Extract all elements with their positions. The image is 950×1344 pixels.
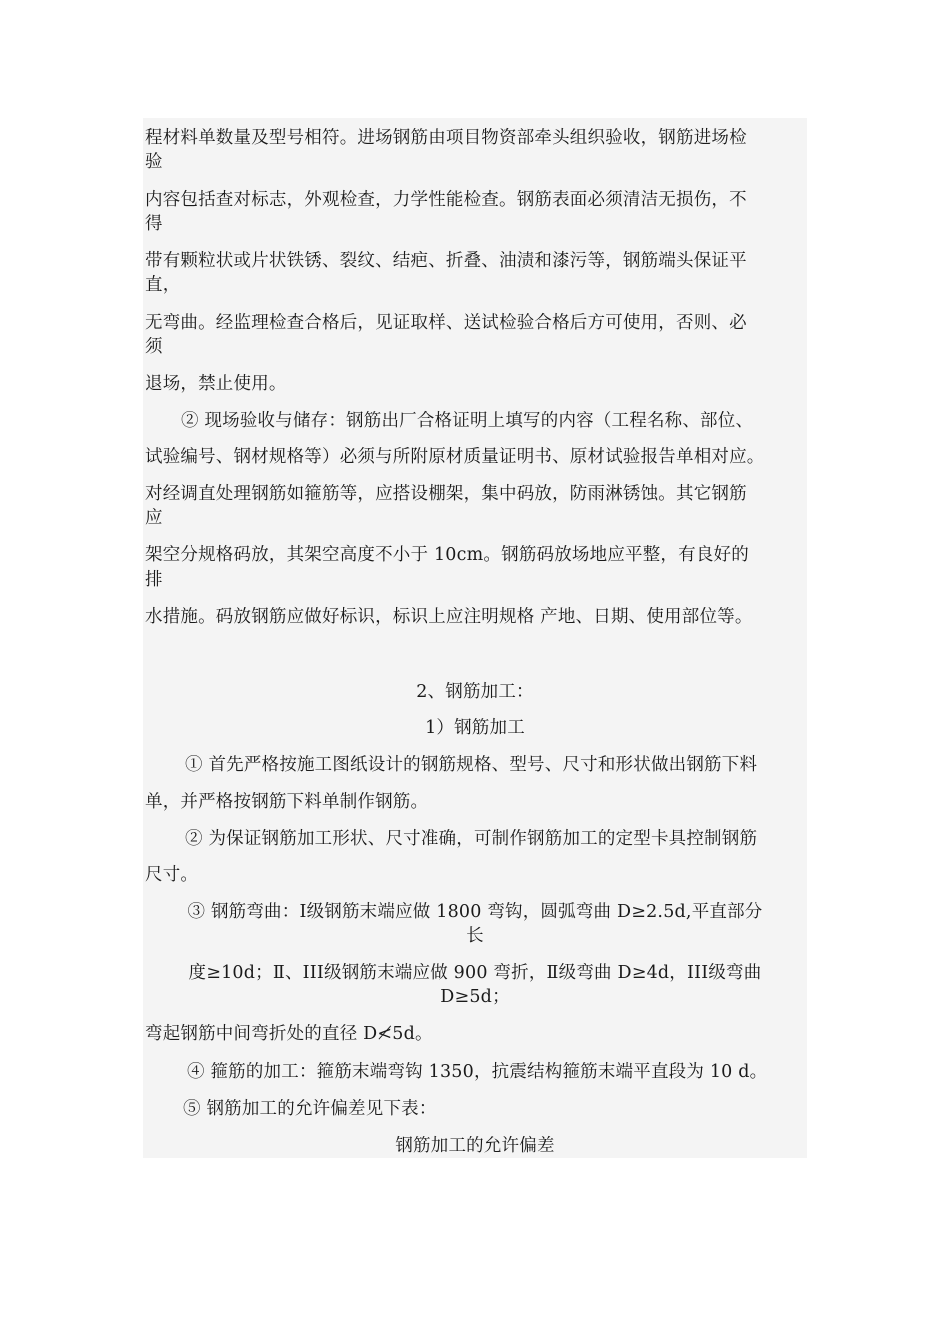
paragraph-line: ⑤ 钢筋加工的允许偏差见下表： [183,1099,437,1119]
paragraph-line: ③ 钢筋弯曲：Ⅰ级钢筋末端应做 1800 弯钩，圆弧弯曲 D≥2.5d,平直部分 [187,902,763,922]
paragraph-line: 无弯曲。经监理检查合格后，见证取样、送试检验合格后方可使用，否则、必 [145,313,747,333]
paragraph-line: D≥5d； [440,987,510,1007]
paragraph-line: 退场，禁止使用。 [145,374,287,394]
paragraph-line: ② 为保证钢筋加工形状、尺寸准确，可制作钢筋加工的定型卡具控制钢筋 [185,829,758,849]
section-title: 2、钢筋加工： [416,682,534,702]
paragraph-line: 得 [145,214,163,234]
paragraph-line: 弯起钢筋中间弯折处的直径 D≮5d。 [145,1024,433,1044]
table-caption: 钢筋加工的允许偏差 [395,1136,555,1156]
paragraph-line: 排 [145,570,163,590]
paragraph-line: ④ 箍筋的加工：箍筋末端弯钩 1350，抗震结构箍筋末端平直段为 10 d。 [187,1062,768,1082]
paragraph-line: 验 [145,152,163,172]
paragraph-line: ① 首先严格按施工图纸设计的钢筋规格、型号、尺寸和形状做出钢筋下料 [185,755,758,775]
paragraph-line: 长 [466,926,484,946]
paragraph-line: 应 [145,508,163,528]
paragraph-line: 直， [145,275,181,295]
paragraph-line: 对经调直处理钢筋如箍筋等，应搭设棚架，集中码放，防雨淋锈蚀。其它钢筋 [145,484,747,504]
paragraph-line: 架空分规格码放，其架空高度不小于 10cm。钢筋码放场地应平整，有良好的 [145,545,749,565]
paragraph-line: 度≥10d；Ⅱ、III级钢筋末端应做 900 弯折，Ⅱ级弯曲 D≥4d，III级弯曲 [188,963,762,983]
paragraph-line: 程材料单数量及型号相符。进场钢筋由项目物资部牵头组织验收，钢筋进场检 [145,128,747,148]
paragraph-line: 单，并严格按钢筋下料单制作钢筋。 [145,792,429,812]
subsection-title: 1）钢筋加工 [425,718,525,738]
paragraph-line: 水措施。码放钢筋应做好标识，标识上应注明规格 产地、日期、使用部位等。 [145,607,753,627]
paragraph-line: ② 现场验收与储存：钢筋出厂合格证明上填写的内容（工程名称、部位、 [181,411,754,431]
paragraph-line: 尺寸。 [145,865,199,885]
paragraph-line: 带有颗粒状或片状铁锈、裂纹、结疤、折叠、油渍和漆污等，钢筋端头保证平 [145,251,747,271]
paragraph-line: 试验编号、钢材规格等）必须与所附原材质量证明书、原材试验报告单相对应。 [145,447,765,467]
paragraph-line: 须 [145,337,163,357]
paragraph-line: 内容包括查对标志，外观检查，力学性能检查。钢筋表面必须清洁无损伤，不 [145,190,747,210]
